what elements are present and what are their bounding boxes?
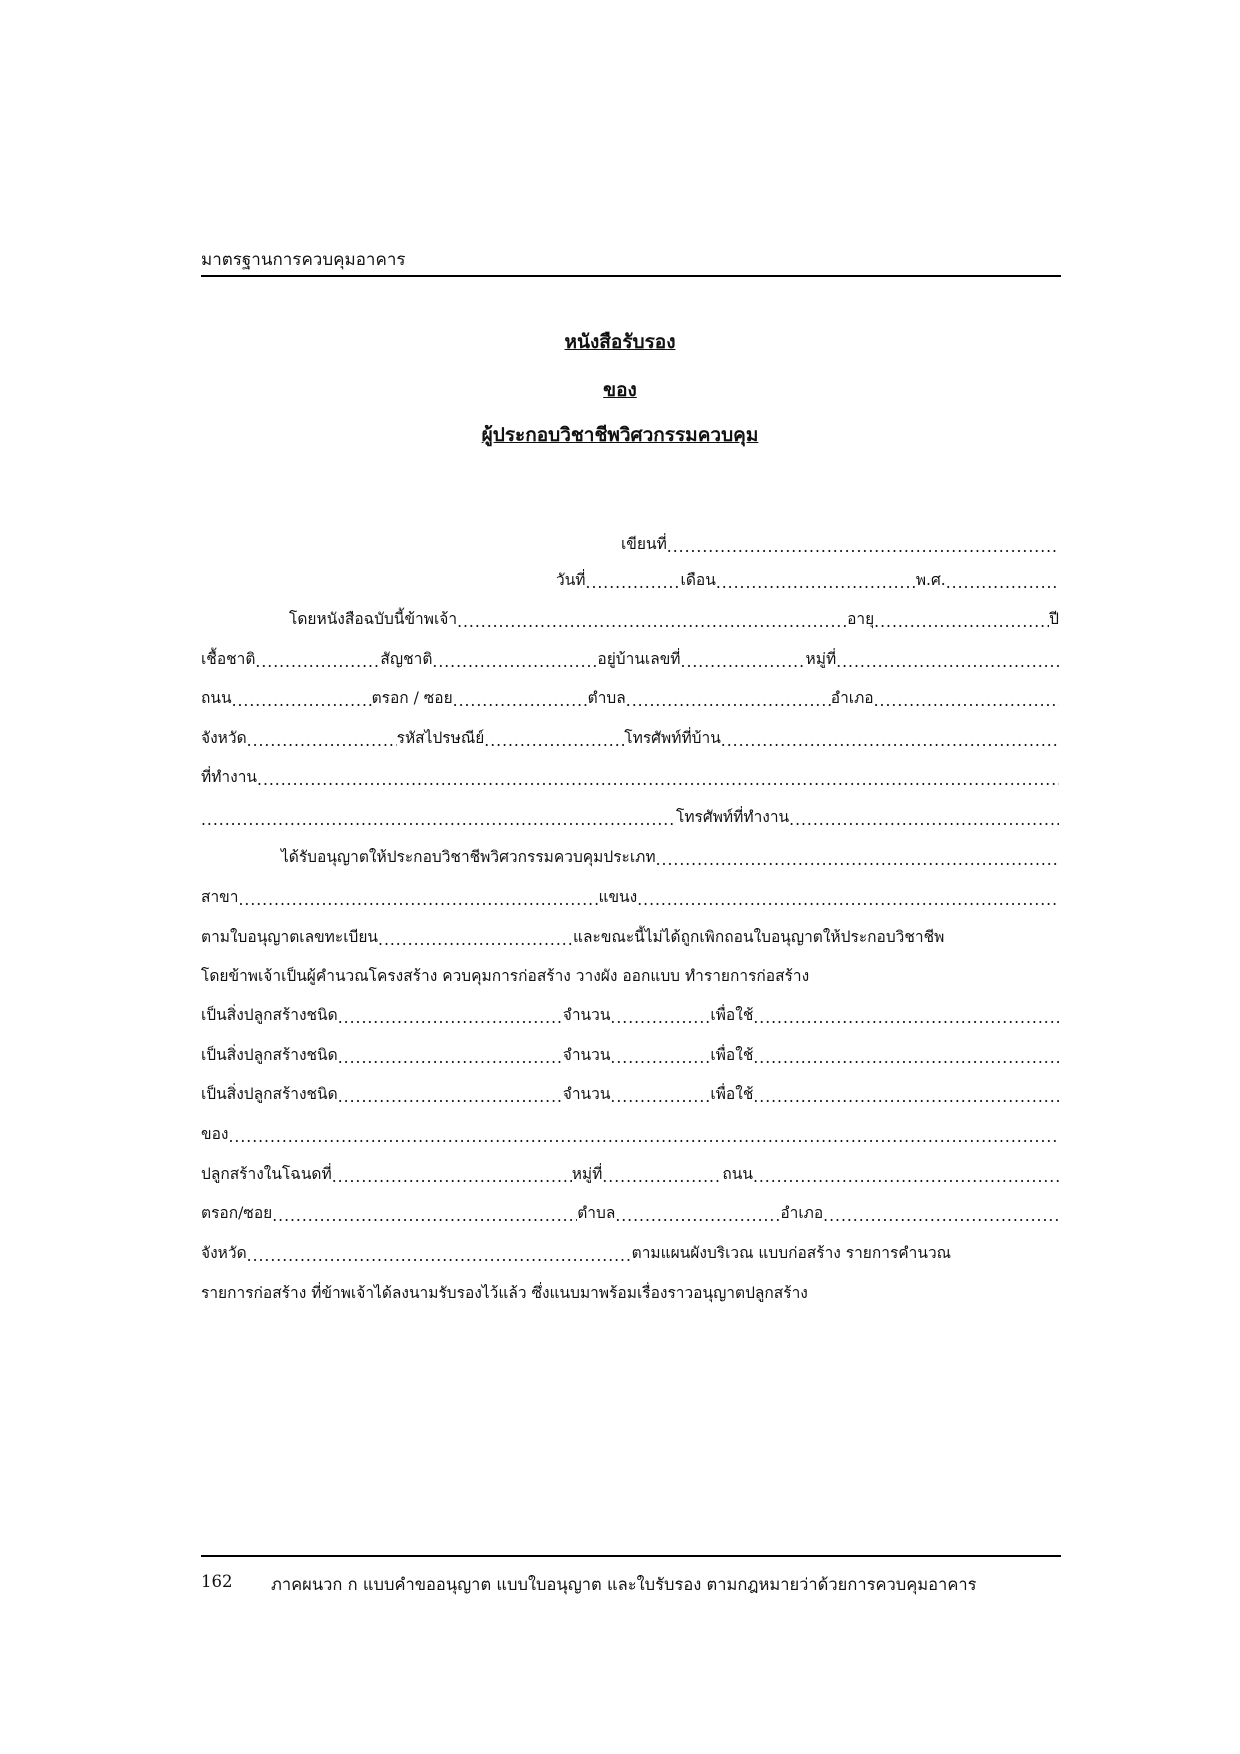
line-owner xyxy=(201,1122,1059,1146)
label-field: แขนง xyxy=(598,888,638,906)
line-closing xyxy=(201,1281,1059,1305)
label-district2: อำเภอ xyxy=(780,1204,824,1222)
line-province xyxy=(201,726,1059,750)
blank-home-phone[interactable] xyxy=(721,732,1059,750)
blank-work-phone[interactable] xyxy=(789,811,1059,829)
blank-district[interactable] xyxy=(874,692,1059,710)
label-road2: ถนน xyxy=(722,1165,753,1183)
label-postcode: รหัสไปรษณีย์ xyxy=(396,729,485,747)
label-branch: สาขา xyxy=(201,888,239,906)
line-building-1 xyxy=(201,1003,1059,1027)
blank-moo2[interactable] xyxy=(602,1168,722,1186)
blank-building-type[interactable] xyxy=(338,1049,563,1067)
blank-quantity[interactable] xyxy=(610,1049,710,1067)
label-subdistrict2: ตำบล xyxy=(577,1204,616,1222)
blank-name[interactable] xyxy=(457,613,847,631)
label-licensed: ได้รับอนุญาตให้ประกอบวิชาชีพวิศวกรรมควบคุมประเภท xyxy=(281,848,656,866)
label-role-statement: โดยข้าพเจ้าเป็นผู้คำนวณโครงสร้าง ควบคุมการก่อสร้าง วางผัง ออกแบบ ทำรายการก่อสร้าง xyxy=(201,967,810,985)
blank-day[interactable] xyxy=(586,574,681,592)
blank-workplace[interactable] xyxy=(257,771,1059,789)
blank-building-type[interactable] xyxy=(338,1009,563,1027)
label-district: อำเภอ xyxy=(830,689,874,707)
blank-province2[interactable] xyxy=(247,1247,632,1265)
blank-field[interactable] xyxy=(637,891,1059,909)
label-building-type: เป็นสิ่งปลูกสร้างชนิด xyxy=(201,1085,338,1103)
blank-purpose[interactable] xyxy=(753,1009,1059,1027)
label-license-status: และขณะนี้ไม่ได้ถูกเพิกถอนใบอนุญาตให้ประกอบวิชาชีพ xyxy=(573,928,945,946)
label-purpose: เพื่อใช้ xyxy=(710,1046,754,1064)
line-role xyxy=(201,964,1059,988)
blank-purpose[interactable] xyxy=(753,1049,1059,1067)
label-road: ถนน xyxy=(201,689,232,707)
label-purpose: เพื่อใช้ xyxy=(710,1085,754,1103)
label-moo2: หมู่ที่ xyxy=(571,1165,603,1183)
label-subdistrict: ตำบล xyxy=(587,689,626,707)
label-month: เดือน xyxy=(680,571,716,589)
label-year-unit: ปี xyxy=(1049,610,1059,628)
label-building-type: เป็นสิ่งปลูกสร้างชนิด xyxy=(201,1046,338,1064)
blank-age[interactable] xyxy=(874,613,1049,631)
label-purpose: เพื่อใช้ xyxy=(710,1006,754,1024)
label-home-phone: โทรศัพท์ที่บ้าน xyxy=(624,729,721,747)
blank-workplace-cont[interactable] xyxy=(201,811,676,829)
title-line-2: ของ xyxy=(603,379,637,401)
label-owner: ของ xyxy=(201,1125,229,1143)
line-written-at xyxy=(201,532,1059,556)
blank-soi[interactable] xyxy=(453,692,588,710)
blank-district2[interactable] xyxy=(823,1207,1059,1225)
line-intro xyxy=(201,607,1059,631)
label-building-type: เป็นสิ่งปลูกสร้างชนิด xyxy=(201,1006,338,1024)
blank-subdistrict[interactable] xyxy=(626,692,831,710)
title-line-3: ผู้ประกอบวิชาชีพวิศวกรรมควบคุม xyxy=(481,424,759,446)
label-quantity: จำนวน xyxy=(562,1085,611,1103)
label-license-no: ตามใบอนุญาตเลขทะเบียน xyxy=(201,928,379,946)
blank-soi2[interactable] xyxy=(272,1207,577,1225)
label-quantity: จำนวน xyxy=(562,1006,611,1024)
page-footer xyxy=(201,1572,976,1598)
blank-owner[interactable] xyxy=(228,1128,1059,1146)
label-day: วันที่ xyxy=(556,571,586,589)
line-license-no xyxy=(201,925,1059,949)
label-quantity: จำนวน xyxy=(562,1046,611,1064)
line-building-2 xyxy=(201,1043,1059,1067)
line-date xyxy=(201,568,1059,592)
label-soi: ตรอก / ซอย xyxy=(371,689,453,707)
label-plan-text: ตามแผนผังบริเวณ แบบก่อสร้าง รายการคำนวณ xyxy=(631,1244,952,1262)
blank-branch[interactable] xyxy=(238,891,598,909)
line-workplace xyxy=(201,765,1059,789)
blank-deed[interactable] xyxy=(332,1168,572,1186)
label-intro: โดยหนังสือฉบับนี้ข้าพเจ้า xyxy=(289,610,458,628)
blank-nationality[interactable] xyxy=(432,653,597,671)
blank-license-type[interactable] xyxy=(656,851,1059,869)
label-closing: รายการก่อสร้าง ที่ข้าพเจ้าได้ลงนามรับรองไว้แล้ว ซึ่งแนบมาพร้อมเรื่องราวอนุญาตปลูกสร้าง xyxy=(201,1284,808,1302)
line-road xyxy=(201,686,1059,710)
blank-quantity[interactable] xyxy=(610,1088,710,1106)
blank-province[interactable] xyxy=(247,732,397,750)
blank-quantity[interactable] xyxy=(610,1009,710,1027)
label-province: จังหวัด xyxy=(201,729,247,747)
line-race xyxy=(201,647,1059,671)
blank-written-at[interactable] xyxy=(667,538,1059,556)
blank-house-no[interactable] xyxy=(681,653,806,671)
line-licensed xyxy=(201,845,1059,869)
label-house-no: อยู่บ้านเลขที่ xyxy=(597,650,681,668)
label-work-phone: โทรศัพท์ที่ทำงาน xyxy=(676,808,790,826)
label-race: เชื้อชาติ xyxy=(201,650,256,668)
label-written-at: เขียนที่ xyxy=(621,535,667,553)
blank-license-no[interactable] xyxy=(378,931,573,949)
page-number: 162 xyxy=(201,1572,233,1591)
blank-purpose[interactable] xyxy=(753,1088,1059,1106)
blank-road[interactable] xyxy=(232,692,372,710)
running-header: มาตรฐานการควบคุมอาคาร xyxy=(201,250,406,270)
label-soi2: ตรอก/ซอย xyxy=(201,1204,273,1222)
blank-year[interactable] xyxy=(946,574,1059,592)
blank-month[interactable] xyxy=(716,574,916,592)
blank-postcode[interactable] xyxy=(484,732,624,750)
blank-building-type[interactable] xyxy=(338,1088,563,1106)
label-age: อายุ xyxy=(847,610,875,628)
blank-road2[interactable] xyxy=(753,1168,1059,1186)
title-line-1: หนังสือรับรอง xyxy=(564,331,676,353)
label-year: พ.ศ. xyxy=(915,571,946,589)
blank-race[interactable] xyxy=(255,653,380,671)
label-deed: ปลูกสร้างในโฉนดที่ xyxy=(201,1165,332,1183)
line-building-3 xyxy=(201,1082,1059,1106)
header-rule xyxy=(201,275,1061,277)
line-soi2 xyxy=(201,1201,1059,1225)
footer-rule xyxy=(201,1555,1061,1557)
line-province2 xyxy=(201,1241,1059,1265)
blank-subdistrict2[interactable] xyxy=(615,1207,780,1225)
label-province2: จังหวัด xyxy=(201,1244,247,1262)
label-moo: หมู่ที่ xyxy=(805,650,837,668)
line-work-phone xyxy=(201,805,1059,829)
line-deed xyxy=(201,1162,1059,1186)
line-branch xyxy=(201,885,1059,909)
footer-text: ภาคผนวก ก แบบคำขออนุญาต แบบใบอนุญาต และใบรับรอง ตามกฎหมายว่าด้วยการควบคุมอาคาร xyxy=(271,1575,977,1594)
blank-moo[interactable] xyxy=(836,653,1059,671)
label-workplace: ที่ทำงาน xyxy=(201,768,258,786)
label-nationality: สัญชาติ xyxy=(380,650,433,668)
